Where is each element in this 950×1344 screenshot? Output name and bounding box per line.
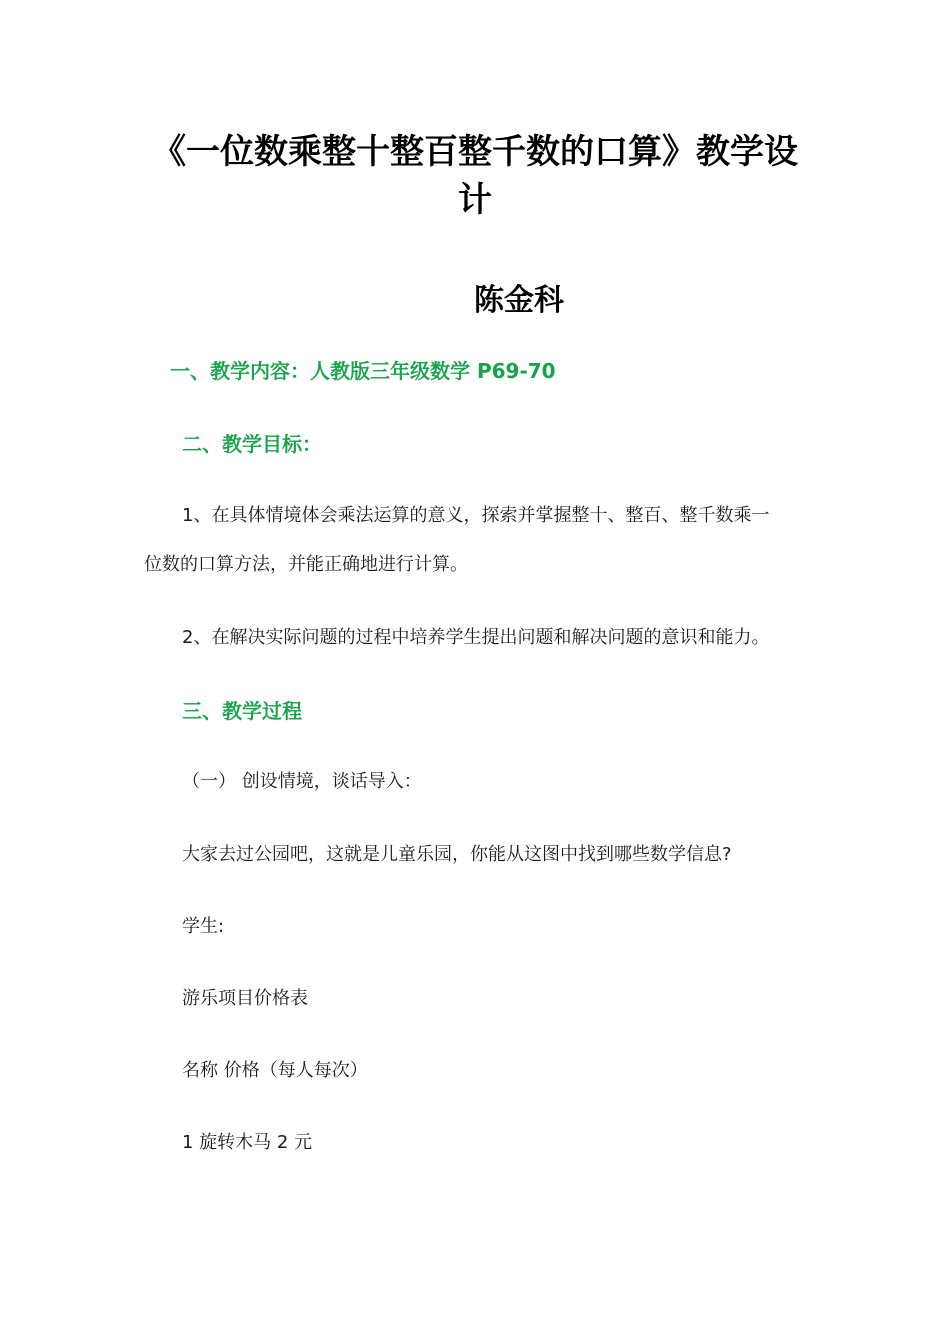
author-name: 陈金科 [474, 283, 564, 318]
section-heading-process: 三、教学过程 [182, 699, 302, 723]
section-heading-content: 一、教学内容：人教版三年级数学 P69-70 [170, 359, 556, 383]
price-table-header: 名称 价格（每人每次） [182, 1060, 368, 1081]
section-heading-goals: 二、教学目标： [182, 432, 322, 456]
student-label: 学生: [182, 916, 225, 937]
goal-1-line-1: 1、在具体情境体会乘法运算的意义，探索并掌握整十、整百、整千数乘一 [182, 505, 770, 526]
intro-question: 大家去过公园吧，这就是儿童乐园，你能从这图中找到哪些数学信息? [182, 844, 732, 865]
goal-1-line-2: 位数的口算方法，并能正确地进行计算。 [144, 554, 468, 575]
goal-2: 2、在解决实际问题的过程中培养学生提出问题和解决问题的意识和能力。 [182, 627, 770, 648]
price-table-row: 1 旋转木马 2 元 [182, 1132, 313, 1153]
document-title: 《一位数乘整十整百整千数的口算》教学设计 [152, 132, 798, 220]
step-1-heading: （一） 创设情境，谈话导入： [182, 771, 422, 792]
price-table-title: 游乐项目价格表 [182, 988, 308, 1009]
